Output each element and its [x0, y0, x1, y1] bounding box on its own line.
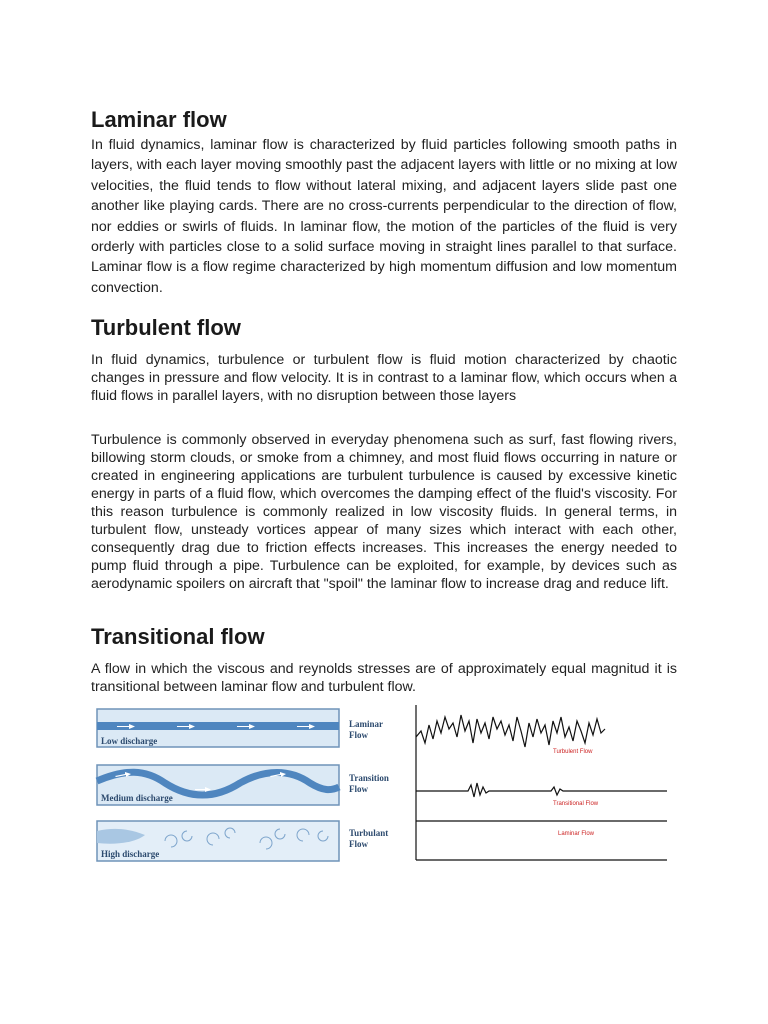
paragraph-turbulent-flow-1: In fluid dynamics, turbulence or turbulent flow is fluid motion characterized by chaotic changes in pressure and flow velocity. It is in contrast to a laminar flow, which occurs when a fluid flows in parallel layers, with no disruption between those layers: [91, 352, 677, 404]
heading-turbulent-flow: Turbulent flow: [91, 315, 241, 340]
velocity-signal-chart: [413, 703, 670, 865]
label-low-discharge: Low discharge: [101, 736, 158, 746]
label-turbulent-signal: Turbulent Flow: [553, 749, 593, 755]
label-medium-discharge: Medium discharge: [101, 793, 173, 803]
paragraph-transitional-flow: A flow in which the viscous and reynolds stresses are of approximately equal magnitud it is transitional between laminar flow and turbulent flow.: [91, 661, 677, 695]
label-laminar-flow-2: Flow: [349, 730, 368, 740]
label-turbulant-flow-1: Turbulant: [349, 828, 389, 838]
heading-transitional-flow: Transitional flow: [91, 624, 265, 649]
transitional-signal-trace: [416, 783, 667, 797]
paragraph-laminar-flow: In fluid dynamics, laminar flow is characterized by fluid particles following smooth paths in layers, with each layer moving smoothly past the adjacent layers with little or no mixing at low velocities, the fluid tends to flow without lateral mixing, and adjacent layers slide past one another like playing cards. There are no cross-currents perpendicular to the direction of flow, nor eddies or swirls of fluids. In laminar flow, the motion of the particles of the fluid is very orderly with particles close to a solid surface moving in straight lines parallel to that surface. Laminar flow is a flow regime characterized by high momentum diffusion and low momentum convection.: [91, 137, 677, 296]
label-turbulant-flow-2: Flow: [349, 839, 368, 849]
heading-laminar-flow: Laminar flow: [91, 107, 227, 132]
label-transition-flow-1: Transition: [349, 773, 389, 783]
label-high-discharge: High discharge: [101, 849, 160, 859]
label-transitional-signal: Transitional Flow: [553, 801, 599, 807]
label-laminar-signal: Laminar Flow: [558, 831, 595, 837]
paragraph-turbulent-flow-2: Turbulence is commonly observed in everyday phenomena such as surf, fast flowing rivers, billowing storm clouds, or smoke from a chimney, and most fluid flows occurring in nature or created in engineering applications are turbulent turbulence is caused by excessive kinetic energy in parts of a fluid flow, which overcomes the damping effect of the fluid's viscosity. For this reason turbulence is commonly realized in low viscosity fluids. In general terms, in turbulent flow, unsteady vortices appear of many sizes which interact with each other, consequently drag due to friction effects increases. This increases the energy needed to pump fluid through a pipe. Turbulence can be exploited, for example, by devices such as aerodynamic spoilers on aircraft that "spoil" the laminar flow to increase drag and reduce lift.: [91, 432, 677, 592]
label-laminar-flow-1: Laminar: [349, 719, 384, 729]
flow-regimes-figure: [95, 703, 670, 865]
pipe-flow-illustration: [95, 703, 410, 865]
label-transition-flow-2: Flow: [349, 784, 368, 794]
turbulent-signal-trace: [416, 715, 605, 747]
